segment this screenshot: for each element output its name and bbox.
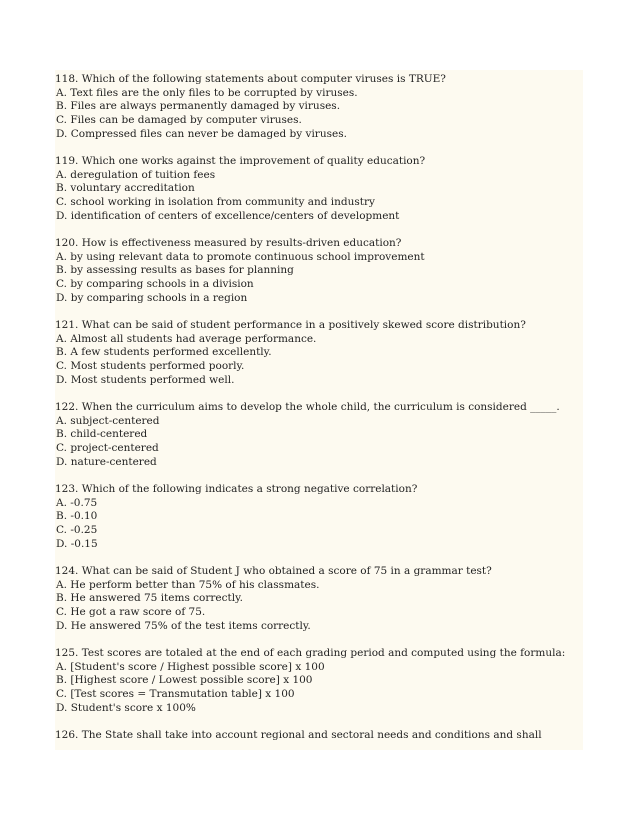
option-d: D. nature-centered	[56, 455, 157, 468]
option-b: B. by assessing results as bases for planning	[56, 264, 294, 277]
question-text: 121. What can be said of student performance in a positively skewed score distribution?	[55, 319, 526, 331]
document-page	[55, 70, 583, 750]
option-c: C. Most students performed poorly.	[56, 360, 245, 373]
question-text: 122. When the curriculum aims to develop the whole child, the curriculum is considered _____.	[55, 401, 560, 413]
question-126	[55, 729, 583, 743]
option-d: D. Most students performed well.	[56, 373, 235, 386]
question-text: 119. Which one works against the improvement of quality education?	[55, 155, 426, 167]
question-121	[55, 319, 583, 388]
option-d: D. Compressed files can never be damaged by viruses.	[56, 127, 347, 140]
question-text: 123. Which of the following indicates a strong negative correlation?	[55, 483, 418, 495]
question-text: 118. Which of the following statements about computer viruses is TRUE?	[55, 73, 446, 85]
option-d: D. Student's score x 100%	[56, 701, 196, 714]
option-a: A. [Student's score / Highest possible score] x 100	[56, 660, 325, 673]
question-119	[55, 155, 583, 224]
option-b: B. voluntary accreditation	[56, 182, 195, 195]
question-124	[55, 565, 583, 634]
option-a: A. -0.75	[56, 496, 98, 509]
option-a: A. Text files are the only files to be corrupted by viruses.	[56, 86, 358, 99]
option-a: A. deregulation of tuition fees	[56, 168, 216, 181]
option-a: A. Almost all students had average performance.	[56, 332, 317, 345]
option-c: C. by comparing schools in a division	[56, 278, 254, 291]
option-c: C. -0.25	[56, 524, 98, 537]
option-d: D. -0.15	[56, 537, 98, 550]
option-b: B. -0.10	[56, 510, 98, 523]
question-text: 120. How is effectiveness measured by results-driven education?	[55, 237, 402, 249]
option-c: C. He got a raw score of 75.	[56, 606, 206, 619]
question-123	[55, 483, 583, 552]
option-b: B. child-centered	[56, 428, 148, 441]
option-a: A. He perform better than 75% of his classmates.	[56, 578, 320, 591]
question-122	[55, 401, 583, 470]
question-text: 125. Test scores are totaled at the end of each grading period and computed using the formula:	[55, 647, 566, 659]
question-125	[55, 647, 583, 716]
option-b: B. Files are always permanently damaged by viruses.	[56, 100, 341, 113]
question-text: 124. What can be said of Student J who obtained a score of 75 in a grammar test?	[55, 565, 492, 577]
option-a: A. subject-centered	[56, 414, 160, 427]
question-120	[55, 237, 583, 306]
option-c: C. school working in isolation from community and industry	[56, 196, 375, 209]
option-b: B. [Highest score / Lowest possible score] x 100	[56, 674, 313, 687]
option-a: A. by using relevant data to promote continuous school improvement	[56, 250, 425, 263]
option-d: D. by comparing schools in a region	[56, 291, 248, 304]
option-d: D. identification of centers of excellence/centers of development	[56, 209, 400, 222]
option-c: C. [Test scores = Transmutation table] x 100	[56, 688, 295, 701]
option-b: B. A few students performed excellently.	[56, 346, 272, 359]
question-118	[55, 73, 583, 142]
question-text: 126. The State shall take into account regional and sectoral needs and conditions and shall	[55, 729, 542, 741]
option-c: C. Files can be damaged by computer viruses.	[56, 114, 302, 127]
option-d: D. He answered 75% of the test items correctly.	[56, 619, 311, 632]
option-b: B. He answered 75 items correctly.	[56, 592, 243, 605]
option-c: C. project-centered	[56, 442, 159, 455]
